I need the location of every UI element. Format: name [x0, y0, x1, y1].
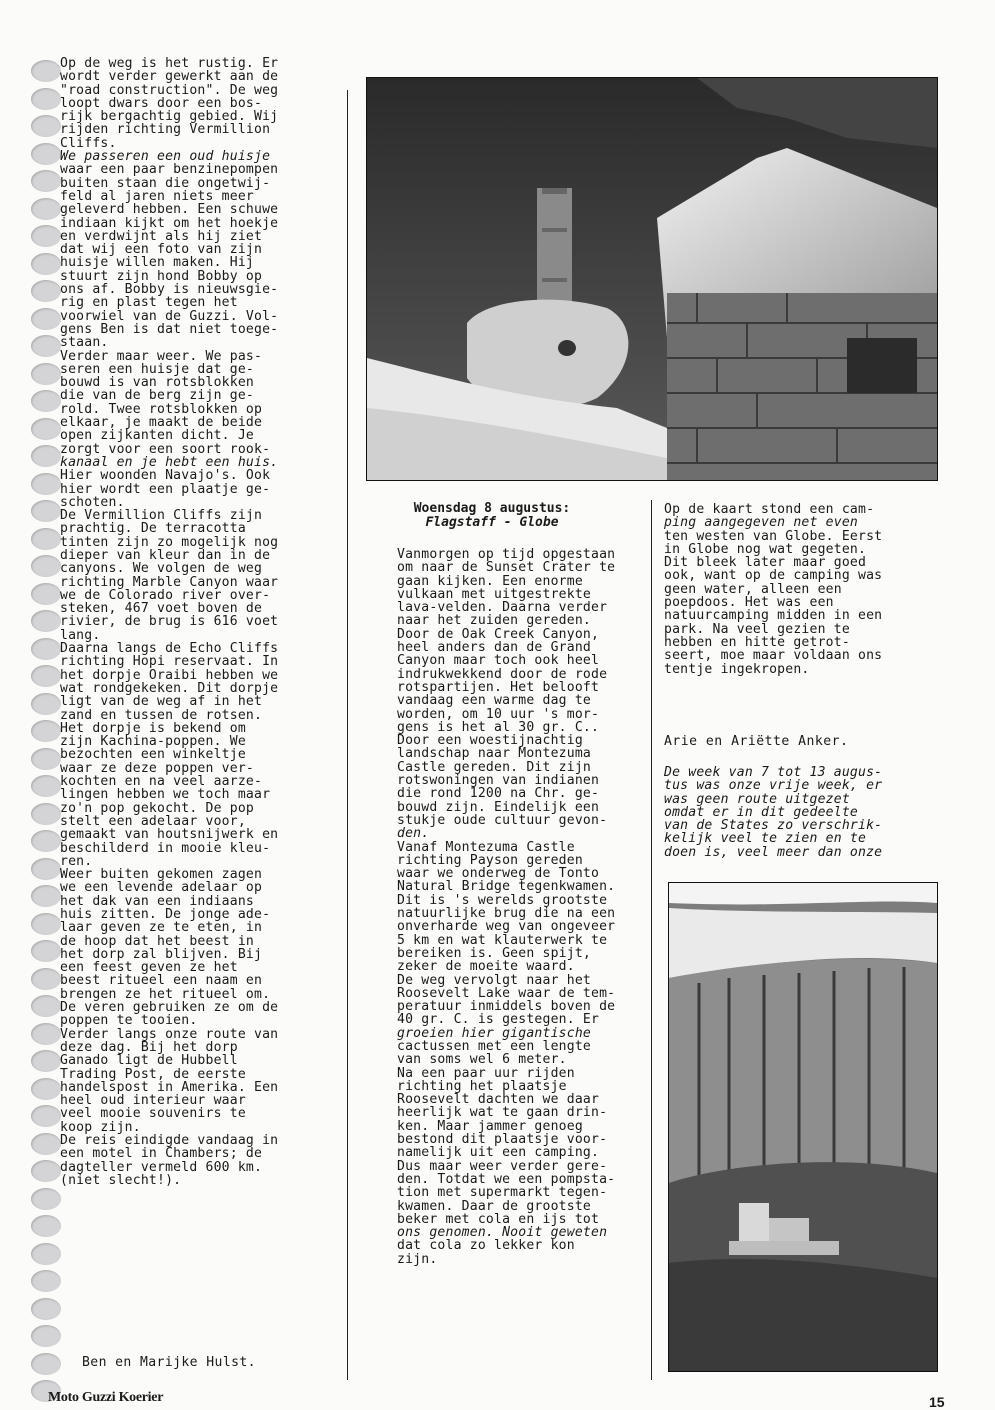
binder-hole: [31, 775, 61, 797]
column-1-text: [60, 57, 278, 1187]
text-line: huisje willen maken. Hij: [60, 255, 254, 271]
binder-hole: [31, 1050, 61, 1072]
text-line: De Vermillion Cliffs zijn: [60, 508, 263, 524]
publication-name: Moto Guzzi Koerier: [48, 1390, 164, 1405]
text-line: tentje ingekropen.: [664, 661, 810, 677]
text-line: steken, 467 voet boven de: [60, 601, 263, 617]
text-line: zand en tussen de rotsen.: [60, 707, 263, 723]
binder-hole: [31, 638, 61, 660]
text-line: landschap naar Montezuma: [397, 746, 591, 762]
day-heading-route: Flagstaff - Globe: [425, 515, 559, 530]
text-line: den. Totdat we een pompsta-: [397, 1171, 616, 1187]
text-line: hebben en hitte getrot-: [664, 634, 850, 650]
binder-hole: [31, 968, 61, 990]
binder-hole: [31, 1160, 61, 1182]
text-line: De veren gebruiken ze om de: [60, 1000, 279, 1016]
text-line: ping aangegeven net even: [664, 515, 858, 531]
binder-hole: [31, 885, 61, 907]
text-line: we een levende adelaar op: [60, 880, 263, 896]
text-line: ren.: [60, 853, 93, 869]
text-line: bouwd zijn. Eindelijk een: [397, 799, 600, 815]
text-line: stuurt zijn hond Bobby op: [60, 268, 263, 284]
text-line: lingen hebben we toch maar: [60, 787, 271, 803]
binder-hole: [31, 335, 61, 357]
text-line: we de Colorado river over-: [60, 587, 271, 603]
text-line: waar een paar benzinepompen: [60, 162, 279, 178]
text-line: zijn.: [397, 1251, 438, 1267]
text-line: gens Ben is dat niet toege-: [60, 321, 279, 337]
text-line: staan.: [60, 335, 109, 351]
binder-hole: [31, 1243, 61, 1265]
text-line: het dorp zal blijven. Bij: [60, 946, 263, 962]
text-line: richting Marble Canyon waar: [60, 574, 279, 590]
text-line: Op de kaart stond een cam-: [664, 502, 875, 517]
text-line: Dit bleek later maar goed: [664, 555, 867, 571]
text-line: dat cola zo lekker kon: [397, 1238, 575, 1254]
day-heading: [387, 502, 597, 530]
binder-hole: [31, 913, 61, 935]
text-line: kanaal en je hebt een huis.: [60, 454, 279, 470]
binder-hole: [31, 170, 61, 192]
binder-hole: [31, 583, 61, 605]
binder-hole: [31, 720, 61, 742]
cliff-dwelling-illustration: [669, 883, 937, 1371]
binder-hole: [31, 88, 61, 110]
text-line: zo'n pop gekocht. De pop: [60, 800, 254, 816]
binder-hole: [31, 693, 61, 715]
photo-rock-house: [366, 77, 938, 481]
text-line: Cliffs.: [60, 135, 117, 151]
text-line: rivier, de brug is 616 voet: [60, 614, 279, 630]
text-line: heel anders dan de Grand: [397, 640, 591, 656]
text-line: beschilderd in mooie kleu-: [60, 840, 271, 856]
text-line: om naar de Sunset Crater te: [397, 560, 616, 576]
text-line: wordt verder gewerkt aan de: [60, 69, 279, 85]
text-line: die rond 1200 na Chr. ge-: [397, 786, 600, 802]
binder-hole: [31, 830, 61, 852]
text-line: ons af. Bobby is nieuwsgie-: [60, 282, 279, 298]
text-line: het dorpje Oraibi hebben we: [60, 667, 279, 683]
text-line: bezochten een winkeltje: [60, 747, 246, 763]
text-line: rig en plast tegen het: [60, 295, 238, 311]
text-line: wat rondgekeken. Dit dorpje: [60, 680, 279, 696]
text-line: beest ritueel een naam en: [60, 973, 263, 989]
text-line: van soms wel 6 meter.: [397, 1052, 567, 1068]
text-line: We passeren een oud huisje: [60, 149, 271, 165]
text-line: Door de Oak Creek Canyon,: [397, 626, 600, 642]
text-line: canyons. We volgen de weg: [60, 561, 263, 577]
text-line: zijn Kachina-poppen. We: [60, 734, 246, 750]
text-line: seren een huisje dat ge-: [60, 361, 254, 377]
text-line: beker met cola en ijs tot: [397, 1211, 600, 1227]
text-line: zeker de moeite waard.: [397, 959, 575, 975]
text-line: Op de weg is het rustig. Er: [60, 56, 279, 71]
binder-hole: [31, 115, 61, 137]
binder-holes: [0, 0, 60, 1409]
text-line: loopt dwars door een bos-: [60, 95, 263, 111]
text-line: Na een paar uur rijden: [397, 1065, 575, 1081]
text-line: gemaakt van houtsnijwerk en: [60, 827, 279, 843]
text-line: ligt van de weg af in het: [60, 694, 263, 710]
binder-hole: [31, 473, 61, 495]
text-line: hier wordt een plaatje ge-: [60, 481, 271, 497]
text-line: in Globe nog wat gegeten.: [664, 541, 867, 557]
text-line: lava-velden. Daarna verder: [397, 600, 608, 616]
text-line: park. Na veel gezien te: [664, 621, 850, 637]
text-line: Castle gereden. Dit zijn: [397, 759, 591, 775]
text-line: omdat er in dit gedeelte: [664, 804, 858, 820]
text-line: voorwiel van de Guzzi. Vol-: [60, 308, 279, 324]
binder-hole: [31, 253, 61, 275]
text-line: elkaar, je maakt de beide: [60, 415, 263, 431]
binder-hole: [31, 280, 61, 302]
rock-house-illustration: [367, 78, 937, 480]
text-line: kelijk veel te zien en te: [664, 831, 867, 847]
text-line: dagteller vermeld 600 km.: [60, 1159, 263, 1175]
text-line: De week van 7 tot 13 augus-: [664, 765, 883, 780]
text-line: handelspost in Amerika. Een: [60, 1079, 279, 1095]
text-line: ons genomen. Nooit geweten: [397, 1225, 608, 1241]
page-number: 15: [929, 1394, 945, 1410]
column-3-note: [664, 766, 882, 859]
text-line: onverharde weg van ongeveer: [397, 919, 616, 935]
binder-hole: [31, 748, 61, 770]
text-line: brengen ze het ritueel om.: [60, 986, 271, 1002]
text-line: Trading Post, de eerste: [60, 1066, 246, 1082]
text-line: den.: [397, 826, 430, 842]
binder-hole: [31, 418, 61, 440]
text-line: rotswoningen van indianen: [397, 773, 600, 789]
text-line: Verder langs onze route van: [60, 1026, 279, 1042]
text-line: bestond dit plaatsje voor-: [397, 1132, 608, 1148]
text-line: het dak van een indiaans: [60, 893, 254, 909]
text-line: ten westen van Globe. Eerst: [664, 528, 883, 544]
text-line: buiten staan die ongetwij-: [60, 175, 271, 191]
text-line: Canyon maar toch ook heel: [397, 653, 600, 669]
text-line: De reis eindigde vandaag in: [60, 1133, 279, 1149]
binder-hole: [31, 555, 61, 577]
text-line: stelt een adelaar voor,: [60, 813, 246, 829]
text-line: vandaag een warme dag te: [397, 693, 591, 709]
binder-hole: [31, 1078, 61, 1100]
day-heading-date: Woensdag 8 augustus:: [413, 501, 571, 516]
text-line: 5 km en wat klauterwerk te: [397, 932, 608, 948]
text-line: een motel in Chambers; de: [60, 1146, 263, 1162]
text-line: doen is, veel meer dan onze: [664, 844, 883, 860]
text-line: die van de berg zijn ge-: [60, 388, 254, 404]
text-line: en verdwijnt als hij ziet: [60, 228, 263, 244]
text-line: geleverd hebben. Een schuwe: [60, 202, 279, 218]
text-line: Ganado ligt de Hubbell: [60, 1053, 238, 1069]
text-line: dieper van kleur dan in de: [60, 547, 271, 563]
text-line: open zijkanten dicht. Je: [60, 428, 254, 444]
text-line: tinten zijn zo mogelijk nog: [60, 534, 279, 550]
text-line: richting het plaatsje: [397, 1078, 567, 1094]
text-line: tus was onze vrije week, er: [664, 778, 883, 794]
text-line: ken. Maar jammer genoeg: [397, 1118, 583, 1134]
text-line: Daarna langs de Echo Cliffs: [60, 641, 279, 657]
text-line: Het dorpje is bekend om: [60, 720, 246, 736]
text-line: naar het zuiden gereden.: [397, 613, 591, 629]
binder-hole: [31, 940, 61, 962]
text-line: vulkaan met uitgestrekte: [397, 586, 591, 602]
text-line: Hier woonden Navajo's. Ook: [60, 468, 271, 484]
text-line: kochten en na veel aarze-: [60, 774, 263, 790]
binder-hole: [31, 995, 61, 1017]
text-line: waar we onderweg de Tonto: [397, 866, 600, 882]
text-line: rijden richting Vermillion: [60, 122, 271, 138]
text-line: Vanmorgen op tijd opgestaan: [397, 547, 616, 562]
text-line: Roosevelt Lake waar de tem-: [397, 985, 616, 1001]
column-2-text: [397, 548, 615, 1266]
text-line: waar ze deze poppen ver-: [60, 760, 254, 776]
text-line: cactussen met een lengte: [397, 1038, 591, 1054]
text-line: De weg vervolgt naar het: [397, 972, 591, 988]
binder-hole: [31, 1133, 61, 1155]
text-line: rold. Twee rotsblokken op: [60, 401, 263, 417]
text-line: Weer buiten gekomen zagen: [60, 867, 263, 883]
binder-hole: [31, 225, 61, 247]
binder-hole: [31, 60, 61, 82]
binder-hole: [31, 308, 61, 330]
binder-hole: [31, 1023, 61, 1045]
text-line: natuurcamping midden in een: [664, 608, 883, 624]
text-line: bereiken is. Geen spijt,: [397, 945, 591, 961]
binder-hole: [31, 1353, 61, 1375]
text-line: prachtig. De terracotta: [60, 521, 246, 537]
binder-hole: [31, 1298, 61, 1320]
text-line: namelijk uit een camping.: [397, 1145, 600, 1161]
binder-hole: [31, 858, 61, 880]
column-divider-1: [347, 90, 348, 1380]
text-line: van de States zo verschrik-: [664, 818, 883, 834]
binder-hole: [31, 1188, 61, 1210]
text-line: dat wij een foto van zijn: [60, 242, 263, 258]
text-line: peratuur inmiddels boven de: [397, 999, 616, 1015]
text-line: huis zitten. De jonge ade-: [60, 907, 271, 922]
text-line: poepdoos. Het was een: [664, 595, 834, 611]
text-line: rijk bergachtig gebied. Wij: [60, 109, 279, 125]
text-line: schoten.: [60, 494, 125, 510]
text-line: kwamen. Daar de grootste: [397, 1198, 591, 1214]
text-line: de hoop dat het beest in: [60, 933, 254, 949]
text-line: tion met supermarkt tegen-: [397, 1185, 608, 1201]
text-line: indiaan kijkt om het hoekje: [60, 215, 279, 231]
text-line: "road construction". De weg: [60, 82, 279, 98]
text-line: zorgt voor een soort rook-: [60, 441, 271, 457]
binder-hole: [31, 528, 61, 550]
text-line: stukje oude cultuur gevon-: [397, 812, 608, 828]
text-line: gens is het al 30 gr. C..: [397, 719, 600, 735]
text-line: bouwd is van rotsblokken: [60, 375, 254, 391]
text-line: Natural Bridge tegenkwamen.: [397, 879, 616, 895]
binder-hole: [31, 665, 61, 687]
binder-hole: [31, 610, 61, 632]
text-line: deze dag. Bij het dorp: [60, 1039, 238, 1055]
text-line: (niet slecht!).: [60, 1172, 182, 1188]
binder-hole: [31, 1105, 61, 1127]
text-line: Vanaf Montezuma Castle: [397, 839, 575, 855]
text-line: lang.: [60, 627, 101, 643]
text-line: Dus maar weer verder gere-: [397, 1158, 608, 1174]
binder-hole: [31, 1215, 61, 1237]
binder-hole: [31, 803, 61, 825]
binder-hole: [31, 500, 61, 522]
column-3-signature: Arie en Ariëtte Anker.: [664, 734, 849, 749]
text-line: richting Payson gereden: [397, 852, 583, 868]
binder-hole: [31, 390, 61, 412]
column-1-signature: Ben en Marijke Hulst.: [82, 1355, 256, 1370]
text-line: een feest geven ze het: [60, 960, 238, 976]
binder-hole: [31, 1270, 61, 1292]
binder-hole: [31, 445, 61, 467]
text-line: geen water, alleen een: [664, 581, 842, 597]
text-line: indrukwekkend door de rode: [397, 666, 608, 682]
binder-hole: [31, 198, 61, 220]
text-line: richting Hopi reservaat. In: [60, 654, 279, 670]
text-line: 40 gr. C. is gestegen. Er: [397, 1012, 600, 1028]
column-divider-2: [651, 500, 652, 1380]
text-line: worden, om 10 uur 's mor-: [397, 706, 600, 722]
text-line: heel oud interieur waar: [60, 1093, 246, 1109]
binder-hole: [31, 1325, 61, 1347]
text-line: poppen te tooien.: [60, 1013, 198, 1029]
text-line: Roosevelt dachten we daar: [397, 1092, 600, 1108]
text-line: Verder maar weer. We pas-: [60, 348, 263, 364]
text-line: rotspartijen. Het belooft: [397, 679, 600, 695]
text-line: ook, want op de camping was: [664, 568, 883, 584]
text-line: Door een woestijnachtig: [397, 733, 583, 749]
text-line: gaan kijken. Een enorme: [397, 573, 583, 589]
binder-hole: [31, 143, 61, 165]
text-line: Dit is 's werelds grootste: [397, 892, 608, 908]
text-line: heerlijk wat te gaan drin-: [397, 1105, 608, 1121]
photo-cliff-dwelling: [668, 882, 938, 1372]
text-line: natuurlijke brug die na een: [397, 906, 616, 922]
text-line: veel mooie souvenirs te: [60, 1106, 246, 1122]
text-line: laar geven ze te eten, in: [60, 920, 263, 936]
binder-hole: [31, 363, 61, 385]
column-3-text: [664, 503, 882, 676]
text-line: koop zijn.: [60, 1119, 141, 1135]
text-line: feld al jaren niets meer: [60, 188, 254, 204]
text-line: groeien hier gigantische: [397, 1025, 591, 1041]
text-line: seert, moe maar voldaan ons: [664, 648, 883, 664]
text-line: was geen route uitgezet: [664, 791, 850, 807]
